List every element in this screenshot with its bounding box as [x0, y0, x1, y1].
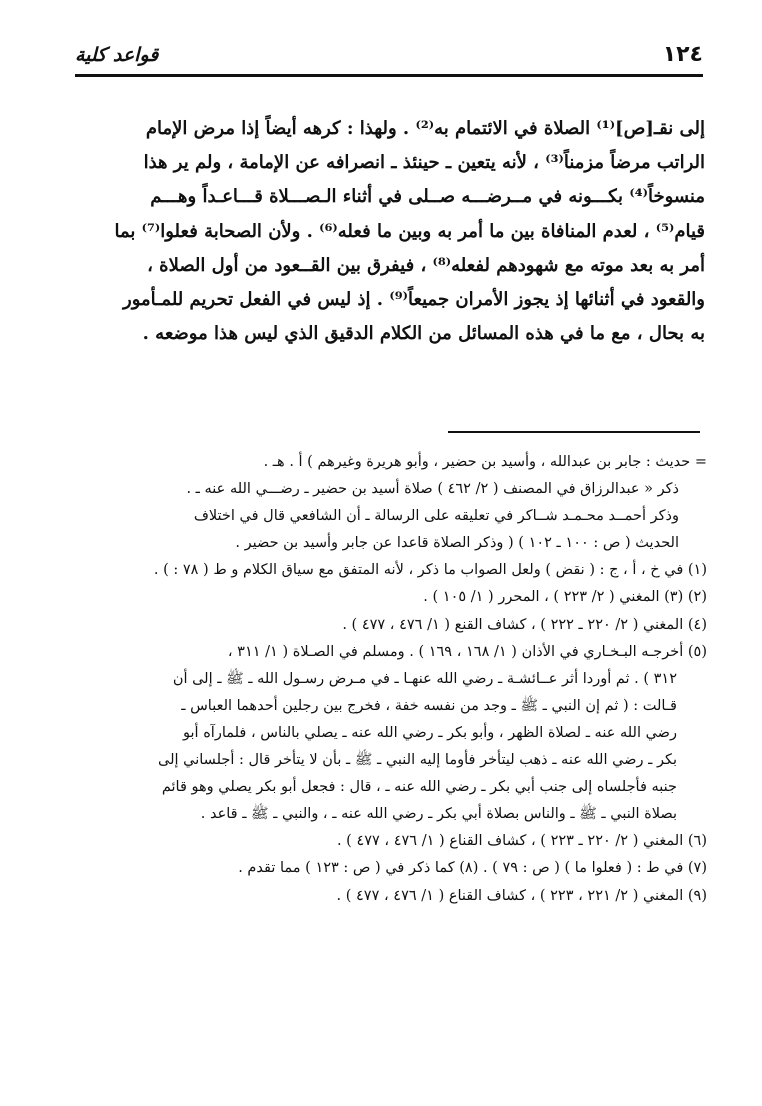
body-line: قيام⁽⁵⁾ ، لعدم المنافاة بين ما أمر به وبين ما فعله⁽⁶⁾ . ولأن الصحابة فعلوا⁽⁷⁾ بما: [114, 220, 705, 242]
body-line: والقعود في أثنائها إذ يجوز الأمران جميعاً⁽⁹⁾ . إذ ليس في الفعل تحريم للمـأمور: [123, 289, 705, 311]
body-line: إلى نقـ[ص]⁽¹⁾ الصلاة في الائتمام به⁽²⁾ . ولهذا : كرهه أيضاً إذا مرض الإمام: [145, 118, 705, 139]
footnotes: [75, 449, 707, 910]
footnote-line: (٢) (٣) المغني ( ٢/ ٢٢٣ ) ، المحرر ( ١/ ١٠٥ ) .: [423, 589, 707, 606]
main-text: [75, 112, 705, 351]
footnote-line: الحديث ( ص : ١٠٠ ـ ١٠٢ ) ( وذكر الصلاة قاعدا عن جابر وأسيد بن حضير .: [235, 535, 679, 552]
footnote-line: ٣١٢ ) . ثم أوردا أثر عــائشـة ـ رضي الله عنهـا ـ في مـرض رسـول الله ـ ﷺ ـ إلى أن: [172, 670, 677, 687]
footnote-line: بكر ـ رضي الله عنه ـ ذهب ليتأخر فأوما إليه النبي ـ ﷺ ـ بأن لا يتأخر قال : أجلساني إلى: [158, 752, 677, 769]
footnote-line: بصلاة النبي ـ ﷺ ـ والناس بصلاة أبي بكر ـ رضي الله عنه ـ ، والنبي ـ ﷺ ـ قاعد .: [200, 806, 677, 823]
footnote-line: = حديث : جابر بن عبدالله ، وأسيد بن حضير ، وأبو هريرة وغيرهم ) أ . هـ .: [263, 454, 707, 470]
header-rule: [75, 74, 703, 77]
footnote-separator: [448, 431, 700, 433]
footnote-line: قـالت : ( ثم إن النبي ـ ﷺ ـ وجد من نفسه خفة ، فخرج بين رجلين أحدهما العباس ـ: [181, 697, 677, 714]
running-title: قواعد كلية: [75, 44, 159, 66]
body-line: منسوخاً⁽⁴⁾ بكـــونه في مــرضـــه صــلى في أثناء الـصـــلاة قـــاعـداً وهـــم: [150, 186, 705, 208]
footnote-line: جنبه فأجلساه إلى جنب أبي بكر ـ رضي الله عنه ـ ، قال : فجعل أبو بكر يصلي وهو قائم: [161, 779, 677, 796]
body-line: أمر به بعد موته مع شهودهم لفعله⁽⁸⁾ ، فيفرق بين القــعود من أول الصلاة ،: [147, 254, 705, 276]
page-number: ١٢٤: [662, 42, 703, 67]
page-header: [75, 42, 703, 72]
footnote-line: (٤) المغني ( ٢/ ٢٢٠ ـ ٢٢٢ ) ، كشاف القنع ( ١/ ٤٧٦ ، ٤٧٧ ) .: [342, 616, 707, 633]
footnote-line: (٧) في ط : ( فعلوا ما ) ( ص : ٧٩ ) . (٨) كما ذكر في ( ص : ١٢٣ ) مما تقدم .: [238, 860, 707, 877]
footnote-line: (١) في خ ، أ ، ج : ( نقض ) ولعل الصواب ما ذكر ، لأنه المتفق مع سياق الكلام و ط ( ٧٨ : ) .: [153, 562, 707, 579]
footnote-line: وذكر أحمــد محـمـد شــاكر في تعليقه على الرسالة ـ أن الشافعي قال في اختلاف: [193, 508, 679, 525]
footnote-line: ذكر « عبدالرزاق في المصنف ( ٢/ ٤٦٢ ) صلاة أسيد بن حضير ـ رضـــي الله عنه ـ .: [186, 481, 679, 498]
footnote-line: (٥) أخرجـه البـخـاري في الأذان ( ١/ ١٦٨ ، ١٦٩ ) . ومسلم في الصـلاة ( ١/ ٣١١ ،: [227, 643, 707, 660]
footnote-line: رضي الله عنه ـ لصلاة الظهر ، وأبو بكر ـ رضي الله عنه ـ يصلي بالناس ، فلمارآه أبو: [183, 724, 677, 741]
footnote-line: (٦) المغني ( ٢/ ٢٢٠ ـ ٢٢٣ ) ، كشاف القناع ( ١/ ٤٧٦ ، ٤٧٧ ) .: [336, 833, 707, 850]
body-line: الراتب مرضاً مزمناً⁽³⁾ ، لأنه يتعين ـ حينئذ ـ انصرافه عن الإمامة ، ولم ير هذا: [143, 152, 705, 174]
body-line: به بحال ، مع ما في هذه المسائل من الكلام الدقيق الذي ليس هذا موضعه .: [142, 323, 705, 345]
footnote-line: (٩) المغني ( ٢/ ٢٢١ ، ٢٢٣ ) ، كشاف القناع ( ١/ ٤٧٦ ، ٤٧٧ ) .: [336, 887, 707, 904]
